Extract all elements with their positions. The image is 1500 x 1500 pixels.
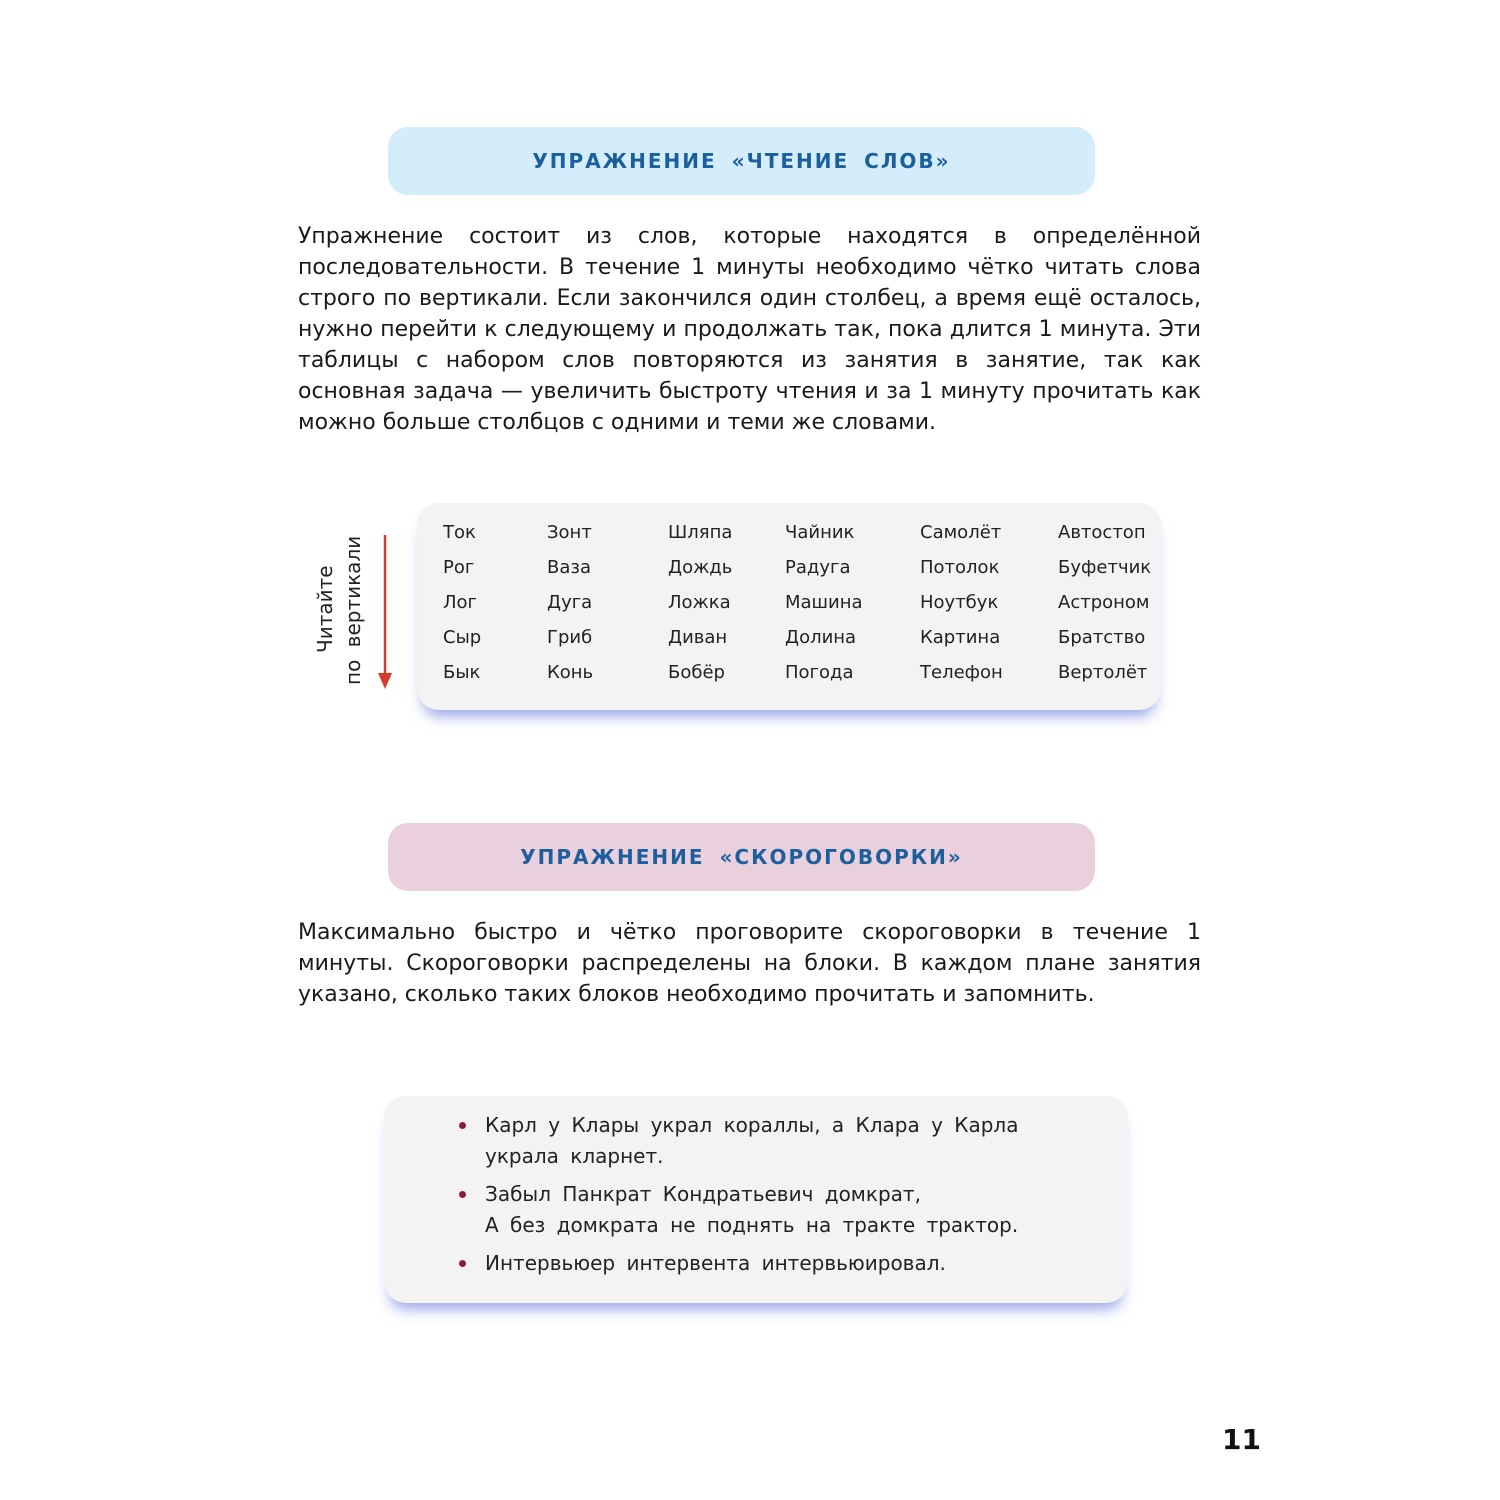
list-item — [459, 1179, 1079, 1241]
word-cell: Дождь — [668, 557, 733, 578]
word-cell: Вертолёт — [1058, 662, 1148, 683]
reading-words-description: Упражнение состоит из слов, которые находятся в определённой последовательности. В течение 1 минуты необходимо чётко читать слова строго по вертикали. Если закончился один столбец, а время ещё осталось, нужно перейти к следующему и продолжать так, пока длится 1 минута. Эти таблицы с набором слов повторяются из занятия в занятие, так как основная задача — увеличить быстроту чтения и за 1 минуту прочитать как можно больше столбцов с одними и теми же словами. — [298, 224, 1201, 435]
word-cell: Бык — [443, 662, 481, 683]
word-cell: Телефон — [920, 662, 1003, 683]
list-item — [459, 1248, 1079, 1279]
tongue-twister-line: Карл у Клары украл кораллы, а Клара у Карла украла кларнет. — [485, 1113, 1019, 1168]
word-cell: Зонт — [547, 522, 592, 543]
word-cell: Погода — [785, 662, 854, 683]
tongue-twisters-card — [384, 1096, 1128, 1303]
word-cell: Диван — [668, 627, 728, 648]
word-cell: Автостоп — [1058, 522, 1146, 543]
word-cell: Картина — [920, 627, 1001, 648]
word-cell: Астроном — [1058, 592, 1150, 613]
section-title-tongue-twisters — [388, 823, 1095, 891]
word-cell: Радуга — [785, 557, 851, 578]
read-vertically-label — [303, 535, 371, 687]
word-cell: Братство — [1058, 627, 1146, 648]
bullet-icon — [459, 1122, 466, 1129]
word-cell: Самолёт — [920, 522, 1002, 543]
word-table — [417, 503, 1161, 710]
word-cell: Сыр — [443, 627, 482, 648]
word-cell: Лог — [443, 592, 478, 613]
tongue-twisters-description: Максимально быстро и чётко проговорите скороговорки в течение 1 минуты. Скороговорки распределены на блоки. В каждом плане занятия указано, сколько таких блоков необходимо прочитать и запомнить. — [298, 920, 1201, 1007]
tongue-twister-line: А без домкрата не поднять на тракте трактор. — [485, 1213, 1019, 1237]
word-cell: Долина — [785, 627, 857, 648]
read-vertically-line1: Читайте — [313, 565, 337, 653]
word-cell: Ваза — [547, 557, 591, 578]
word-cell: Чайник — [785, 522, 855, 543]
word-cell: Бобёр — [668, 662, 725, 683]
word-cell: Шляпа — [668, 522, 733, 543]
word-cell: Ноутбук — [920, 592, 999, 613]
word-cell: Буфетчик — [1058, 557, 1152, 578]
read-vertically-line2: по вертикали — [341, 535, 365, 685]
word-cell: Дуга — [547, 592, 593, 613]
word-cell: Ложка — [668, 592, 731, 613]
word-cell: Рог — [443, 557, 475, 578]
tongue-twisters-list — [459, 1110, 1079, 1286]
list-item — [459, 1110, 1079, 1172]
down-arrow-icon — [374, 533, 396, 691]
word-cell: Ток — [443, 522, 476, 543]
tongue-twister-line: Забыл Панкрат Кондратьевич домкрат, — [485, 1182, 921, 1206]
bullet-icon — [459, 1191, 466, 1198]
section-title-text: УПРАЖНЕНИЕ «СКОРОГОВОРКИ» — [520, 845, 963, 869]
word-cell: Потолок — [920, 557, 1000, 578]
bullet-icon — [459, 1260, 466, 1267]
page-number: 11 — [1222, 1423, 1261, 1456]
word-cell: Гриб — [547, 627, 593, 648]
tongue-twister-line: Интервьюер интервента интервьюировал. — [485, 1251, 946, 1275]
section-title-text: УПРАЖНЕНИЕ «ЧТЕНИЕ СЛОВ» — [532, 149, 951, 173]
word-cell: Машина — [785, 592, 863, 613]
section-title-reading-words — [388, 127, 1095, 195]
word-cell: Конь — [547, 662, 594, 683]
